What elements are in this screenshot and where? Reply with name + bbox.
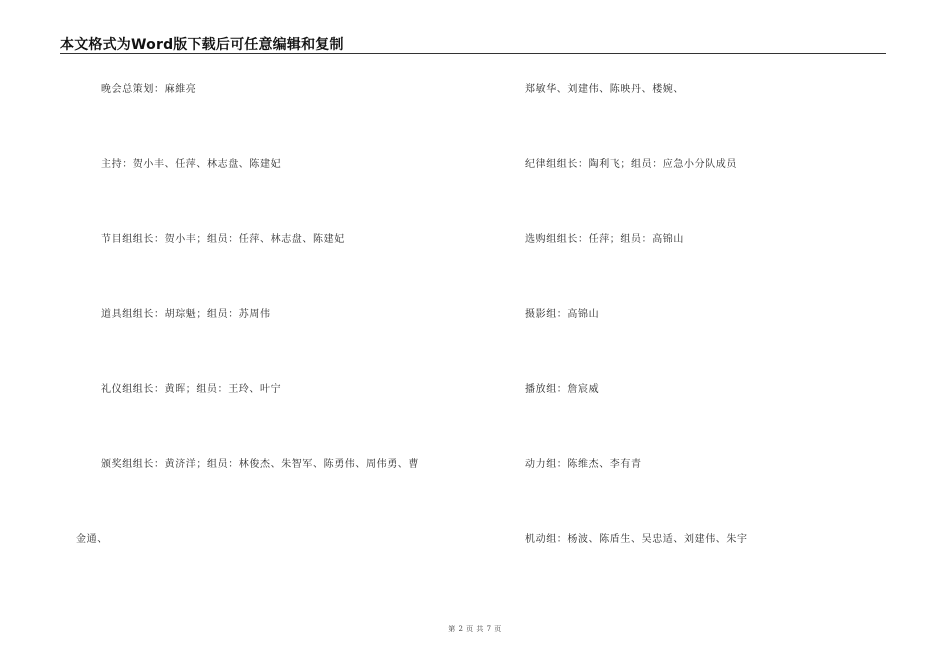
left-line-6: 颁奖组组长：黄济洋；组员：林俊杰、朱智军、陈勇伟、周伟勇、曹 (101, 459, 419, 470)
left-line-1: 晚会总策划：麻維亮 (101, 84, 197, 95)
page-number-footer: 第 2 页 共 7 页 (448, 625, 502, 633)
right-line-6: 动力组：陈维杰、李有青 (525, 459, 642, 470)
right-line-3: 选购组组长：任萍；组员：高锦山 (525, 234, 684, 245)
right-line-5: 播放组：詹宸威 (525, 384, 600, 395)
right-line-1: 郑敏华、刘建伟、陈映丹、楼婉、 (525, 84, 684, 95)
right-line-7: 机动组：杨波、陈盾生、吴忠适、刘建伟、朱宇 (525, 534, 748, 545)
left-line-3: 节目组组长：贺小丰；组员：任萍、林志盘、陈建妃 (101, 234, 345, 245)
left-line-5: 礼仪组组长：黄晖；组员：王玲、叶宁 (101, 384, 282, 395)
left-line-4: 道具组组长：胡琮魁；组员：苏周伟 (101, 309, 271, 320)
document-header-title: 本文格式为Word版下载后可任意编辑和复制 (60, 37, 344, 53)
right-line-4: 摄影组：高锦山 (525, 309, 600, 320)
left-line-2: 主持：贺小丰、任萍、林志盘、陈建妃 (101, 159, 282, 170)
right-line-2: 纪律组组长：陶利飞；组员：应急小分队成员 (525, 159, 737, 170)
header-divider (60, 53, 886, 54)
left-line-7: 金通、 (76, 534, 108, 545)
